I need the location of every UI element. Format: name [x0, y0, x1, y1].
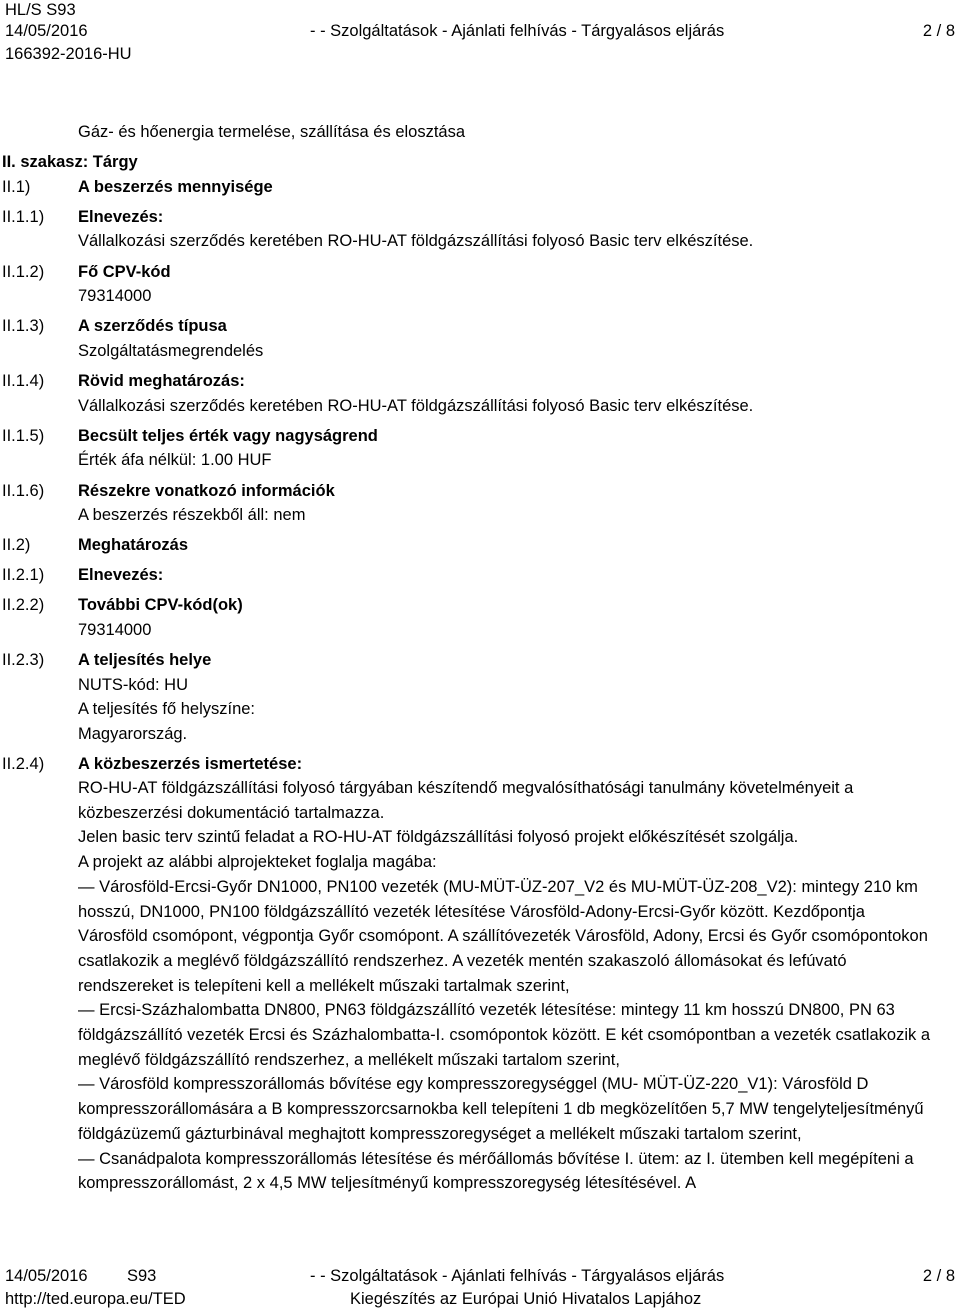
section-number: II.2.2) — [2, 596, 45, 614]
header-title: - - Szolgáltatások - Ajánlati felhívás - Tárgyalásos eljárás — [310, 22, 725, 40]
name-value: Vállalkozási szerződés keretében RO-HU-AT földgázszállítási folyosó Basic terv elkészítése. — [78, 232, 754, 250]
procurement-desc-label: A közbeszerzés ismertetése: — [78, 755, 303, 773]
footer-line-2 — [5, 1289, 955, 1310]
section-number: II.2.1) — [2, 566, 45, 584]
section-title: II. szakasz: Tárgy — [2, 153, 138, 171]
section-number: II.2) — [2, 536, 31, 554]
contract-type-label: A szerződés típusa — [78, 317, 227, 335]
section-number: II.1.3) — [2, 317, 45, 335]
footer-series: S93 — [127, 1267, 157, 1285]
desc-paragraph: — Városföld-Ercsi-Győr DN1000, PN100 vezeték (MU-MÜT-ÜZ-207_V2 és MU-MÜT-ÜZ-208_V2): mintegy 210 km hosszú, DN1000, PN100 földgázszállító vezeték létesítése Városföld-Adony-Ercsi-Győr között. Kezdőpontja Városföld csomópont, végpontja Győr csomópont. A szállítóvezeték Városföld, Adony, Ercsi és Győr csomópontokon csatlakozik a meglévő földgázszállító rendszerhez. A vezeték mentén szakaszoló állomásokat és lefúvató rendszereket is telepíteni kell a mellékelt műszaki tartalmak szerint, — [78, 877, 928, 995]
main-site-label: A teljesítés fő helyszíne: — [78, 700, 256, 718]
section-number: II.1.2) — [2, 263, 45, 281]
lot-name-label: Elnevezés: — [78, 566, 164, 584]
footer-line-1 — [5, 1266, 955, 1287]
section-number: II.2.3) — [2, 651, 45, 669]
header-line-1 — [5, 0, 955, 21]
header-line-2 — [5, 21, 955, 42]
quantity-heading: A beszerzés mennyisége — [78, 178, 273, 196]
section-number: II.1.6) — [2, 482, 45, 500]
place-label: A teljesítés helye — [78, 651, 212, 669]
short-desc-value: Vállalkozási szerződés keretében RO-HU-AT földgázszállítási folyosó Basic terv elkészítése. — [78, 397, 754, 415]
nuts-value: NUTS-kód: HU — [78, 676, 189, 694]
section-number: II.1.4) — [2, 372, 45, 390]
footer-page: 2 / 8 — [922, 1267, 955, 1285]
header-page: 2 / 8 — [922, 22, 955, 40]
section-number: II.1) — [2, 178, 31, 196]
est-value-label: Becsült teljes érték vagy nagyságrend — [78, 427, 378, 445]
name-label: Elnevezés: — [78, 208, 164, 226]
header-date: 14/05/2016 — [5, 22, 88, 40]
main-site-value: Magyarország. — [78, 725, 188, 743]
doc-id: HL/S S93 — [5, 1, 76, 19]
footer-date: 14/05/2016 — [5, 1267, 88, 1285]
desc-paragraph: Jelen basic terv szintű feladat a RO-HU-AT földgázszállítási folyosó projekt előkészítését szolgálja. — [78, 828, 799, 847]
desc-paragraph: RO-HU-AT földgázszállítási folyosó tárgyában készítendő megvalósíthatósági tanulmány követelményeit a közbeszerzési dokumentáció tartalmazza. — [78, 779, 854, 822]
procurement-desc-body — [78, 776, 932, 1196]
description-heading: Meghatározás — [78, 536, 189, 554]
lots-label: Részekre vonatkozó információk — [78, 482, 335, 500]
cpv-label: Fő CPV-kód — [78, 263, 171, 281]
desc-paragraph: — Ercsi-Százhalombatta DN800, PN63 földgázszállító vezeték létesítése: mintegy 11 km hosszú DN800, PN 63 földgázszállító vezeték Ercsi és Százhalombatta-I. csomópontok között. E két csomópontban a vezeték csatlakozik a meglévő földgázszállító rendszerhez, a mellékelt műszaki tartalom szerint, — [78, 1001, 931, 1069]
desc-paragraph: — Csanádpalota kompresszorállomás létesítése és mérőállomás bővítése I. ütem: az I. ütemben kell megépíteni a kompresszorállomást, 2 x 4,5 MW teljesítményű kompresszoregység létesítésével. A — [78, 1149, 914, 1193]
section-number: II.1.5) — [2, 427, 45, 445]
section-number: II.2.4) — [2, 755, 45, 773]
desc-paragraph: — Városföld kompresszorállomás bővítése egy kompresszoregységgel (MU- MÜT-ÜZ-220_V1): Városföld D kompresszorállomására a B kompresszorcsarnokba kell telepíteni 1 db megközelítően 5,7 MW tengelyteljesítményű földgázüzemű gázturbinával meghajtott kompresszoregységet a mellékelt műszaki tartalom szerint, — [78, 1075, 924, 1143]
footer-publisher: Kiegészítés az Európai Unió Hivatalos Lapjához — [350, 1290, 702, 1308]
section-number: II.1.1) — [2, 208, 45, 226]
est-value-value: Érték áfa nélkül: 1.00 HUF — [78, 451, 272, 469]
short-desc-label: Rövid meghatározás: — [78, 372, 245, 390]
lots-value: A beszerzés részekből áll: nem — [78, 506, 306, 524]
desc-paragraph: A projekt az alábbi alprojekteket foglalja magába: — [78, 853, 437, 872]
footer-title: - - Szolgáltatások - Ajánlati felhívás - Tárgyalásos eljárás — [310, 1267, 725, 1285]
extra-cpv-value: 79314000 — [78, 621, 152, 639]
top-line: Gáz- és hőenergia termelése, szállítása és elosztása — [78, 123, 466, 141]
header-line-3 — [5, 44, 955, 65]
header-ref: 166392-2016-HU — [5, 45, 132, 63]
footer-url[interactable]: http://ted.europa.eu/TED — [5, 1290, 186, 1308]
contract-type-value: Szolgáltatásmegrendelés — [78, 342, 264, 360]
extra-cpv-label: További CPV-kód(ok) — [78, 596, 243, 614]
cpv-value: 79314000 — [78, 287, 152, 305]
